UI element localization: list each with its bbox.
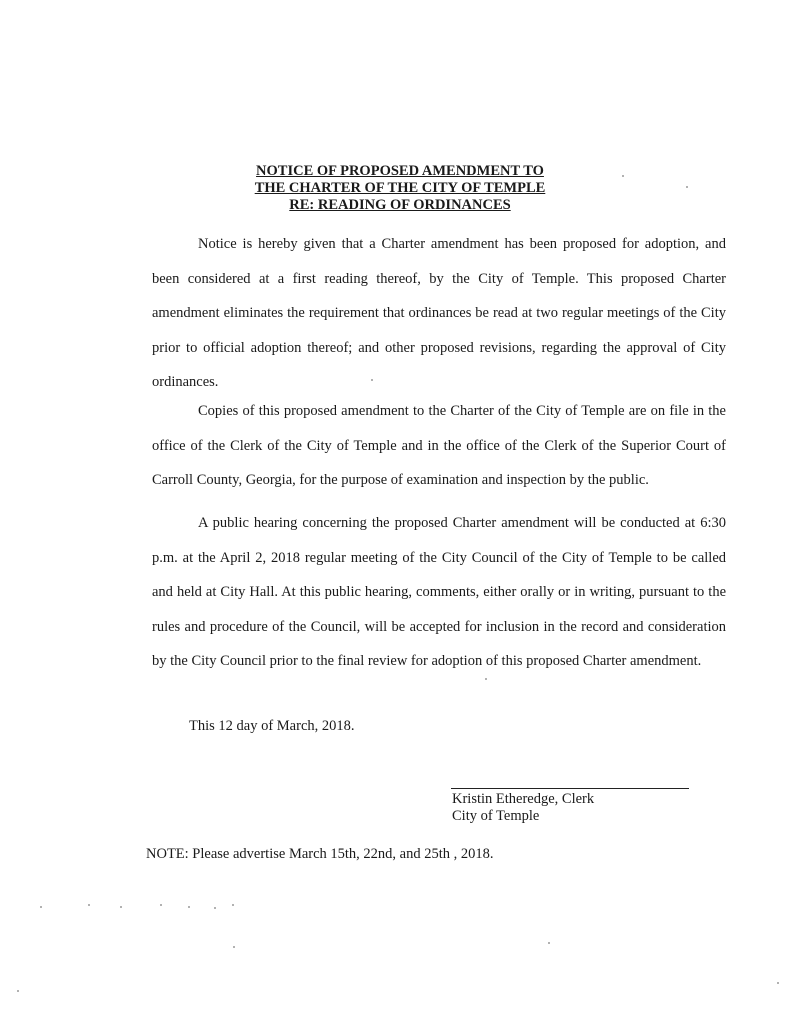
- signature-line: [451, 788, 689, 789]
- scan-speck: [485, 678, 487, 680]
- notice-title: [200, 163, 600, 214]
- title-line-3: RE: READING OF ORDINANCES: [289, 197, 511, 213]
- date-line: This 12 day of March, 2018.: [189, 718, 355, 734]
- scan-speck: [371, 379, 373, 381]
- scan-speck: [233, 946, 235, 948]
- paragraph-notice: Notice is hereby given that a Charter amendment has been proposed for adoption, and been considered at a first reading thereof, by the City of Temple. This proposed Charter amendment eliminates the requirement that ordinances be read at two regular meetings of the City prior to official adoption thereof; and other proposed revisions, regarding the approval of City ordinances.: [152, 236, 726, 390]
- paragraph-public-hearing: A public hearing concerning the proposed Charter amendment will be conducted at 6:30 p.m. at the April 2, 2018 regular meeting of the City Council of the City of Temple to be called and held at City Hall. At this public hearing, comments, either orally or in writing, pursuant to the rules and procedure of the Council, will be accepted for inclusion in the record and consideration by the City Council prior to the final review for adoption of this proposed Charter amendment.: [152, 515, 726, 669]
- scan-speck: [17, 990, 19, 992]
- scan-speck: [548, 942, 550, 944]
- scan-speck: [686, 186, 688, 188]
- scan-speck: [214, 907, 216, 909]
- signature-name: Kristin Etheredge, Clerk: [452, 791, 595, 807]
- scan-speck: [160, 904, 162, 906]
- scan-speck: [40, 906, 42, 908]
- scan-speck: [88, 904, 90, 906]
- title-line-1: NOTICE OF PROPOSED AMENDMENT TO: [256, 163, 544, 179]
- scan-speck: [622, 175, 624, 177]
- signature-organization: City of Temple: [452, 808, 540, 824]
- advertising-note: NOTE: Please advertise March 15th, 22nd, and 25th , 2018.: [146, 846, 494, 862]
- title-line-2: THE CHARTER OF THE CITY OF TEMPLE: [254, 180, 546, 196]
- scan-speck: [777, 982, 779, 984]
- paragraph-copies: Copies of this proposed amendment to the Charter of the City of Temple are on file in the office of the Clerk of the City of Temple and in the office of the Clerk of the Superior Court of Carroll County, Georgia, for the purpose of examination and inspection by the public.: [152, 403, 726, 488]
- scan-speck: [120, 906, 122, 908]
- scan-speck: [188, 906, 190, 908]
- scan-speck: [232, 904, 234, 906]
